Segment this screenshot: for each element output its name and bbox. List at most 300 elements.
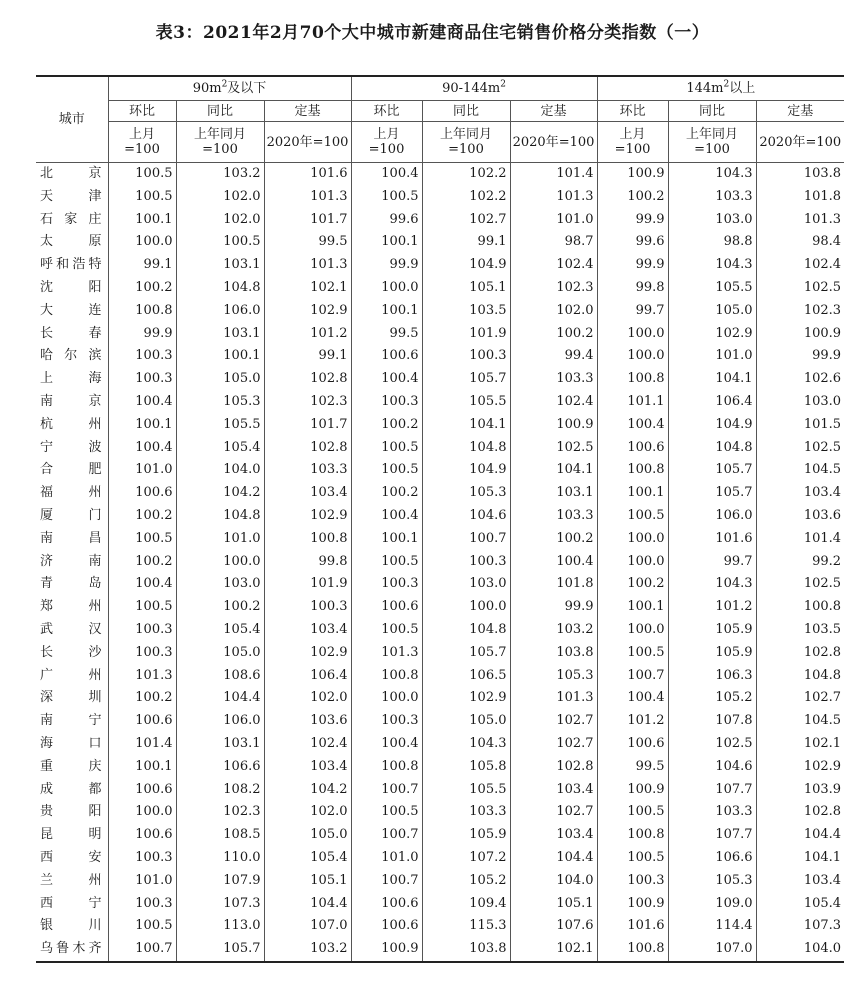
index-value-cell: 100.0: [422, 596, 510, 619]
index-value-cell: 100.7: [351, 870, 422, 893]
index-value-cell: 99.6: [597, 231, 668, 254]
index-value-cell: 105.1: [510, 893, 597, 916]
index-value-cell: 104.6: [668, 756, 756, 779]
index-value-cell: 100.3: [351, 710, 422, 733]
index-value-cell: 102.9: [264, 642, 351, 665]
index-value-cell: 102.7: [510, 710, 597, 733]
table-row: [36, 414, 844, 437]
table-row: [36, 573, 844, 596]
index-value-cell: 106.6: [668, 847, 756, 870]
index-value-cell: 101.5: [756, 414, 844, 437]
index-value-cell: 103.0: [422, 573, 510, 596]
index-value-cell: 101.4: [510, 163, 597, 186]
index-value-cell: 101.3: [510, 687, 597, 710]
city-cell: 西宁: [40, 895, 102, 911]
index-value-cell: 99.1: [108, 254, 176, 277]
index-value-cell: 104.1: [510, 459, 597, 482]
index-value-cell: 100.0: [597, 528, 668, 551]
index-value-cell: 103.4: [756, 482, 844, 505]
index-value-cell: 106.3: [668, 665, 756, 688]
index-value-cell: 107.0: [264, 915, 351, 938]
index-value-cell: 103.4: [510, 779, 597, 802]
city-cell: 南京: [40, 393, 102, 409]
subheader-fixed-base: 定基: [756, 101, 844, 122]
index-value-cell: 101.7: [264, 414, 351, 437]
index-value-cell: 100.2: [176, 596, 264, 619]
index-value-cell: 105.9: [668, 619, 756, 642]
subheader-mom: 环比: [597, 101, 668, 122]
table-row: [36, 665, 844, 688]
city-cell: 北京: [40, 166, 102, 181]
table-row: [36, 687, 844, 710]
index-value-cell: 104.8: [176, 277, 264, 300]
index-value-cell: 99.5: [351, 323, 422, 346]
index-value-cell: 105.0: [264, 824, 351, 847]
index-value-cell: 102.8: [264, 368, 351, 391]
index-value-cell: 103.3: [510, 368, 597, 391]
index-value-cell: 99.1: [264, 345, 351, 368]
index-value-cell: 103.6: [264, 710, 351, 733]
index-value-cell: 100.5: [351, 186, 422, 209]
index-value-cell: 105.1: [422, 277, 510, 300]
unit-fixed-base: 2020年=100: [510, 122, 597, 163]
index-value-cell: 100.6: [351, 345, 422, 368]
city-cell: 沈阳: [40, 279, 102, 295]
index-value-cell: 104.8: [422, 619, 510, 642]
index-value-cell: 104.9: [422, 254, 510, 277]
index-value-cell: 101.2: [668, 596, 756, 619]
index-value-cell: 103.3: [668, 186, 756, 209]
subheader-fixed-base: 定基: [510, 101, 597, 122]
index-value-cell: 102.0: [264, 687, 351, 710]
index-value-cell: 100.1: [597, 596, 668, 619]
index-value-cell: 105.3: [422, 482, 510, 505]
city-cell: 济南: [40, 553, 102, 569]
unit-fixed-base: 2020年=100: [756, 122, 844, 163]
index-value-cell: 100.3: [351, 391, 422, 414]
index-value-cell: 114.4: [668, 915, 756, 938]
index-value-cell: 103.5: [422, 300, 510, 323]
index-value-cell: 103.5: [756, 619, 844, 642]
index-value-cell: 115.3: [422, 915, 510, 938]
index-value-cell: 103.8: [510, 642, 597, 665]
index-value-cell: 102.4: [510, 391, 597, 414]
index-value-cell: 102.8: [264, 437, 351, 460]
index-value-cell: 105.7: [668, 482, 756, 505]
index-value-cell: 100.1: [351, 528, 422, 551]
index-value-cell: 100.7: [108, 938, 176, 962]
index-value-cell: 102.4: [756, 254, 844, 277]
index-value-cell: 99.6: [351, 209, 422, 232]
index-value-cell: 99.9: [756, 345, 844, 368]
subheader-yoy: 同比: [176, 101, 264, 122]
index-value-cell: 103.4: [510, 824, 597, 847]
index-value-cell: 102.9: [264, 300, 351, 323]
index-value-cell: 104.3: [668, 573, 756, 596]
table-row: [36, 300, 844, 323]
index-value-cell: 100.7: [422, 528, 510, 551]
table-row: [36, 779, 844, 802]
index-value-cell: 106.0: [176, 300, 264, 323]
index-value-cell: 103.3: [422, 801, 510, 824]
index-value-cell: 100.5: [597, 642, 668, 665]
index-value-cell: 100.1: [351, 231, 422, 254]
index-value-cell: 100.4: [510, 551, 597, 574]
index-value-cell: 99.7: [668, 551, 756, 574]
index-value-cell: 102.9: [668, 323, 756, 346]
index-value-cell: 100.5: [351, 459, 422, 482]
index-value-cell: 100.3: [108, 345, 176, 368]
index-value-cell: 100.5: [176, 231, 264, 254]
table-title: 表3：2021年2月70个大中城市新建商品住宅销售价格分类指数（一）: [155, 23, 710, 43]
index-value-cell: 100.1: [351, 300, 422, 323]
index-value-cell: 100.5: [108, 915, 176, 938]
subheader-mom: 环比: [351, 101, 422, 122]
index-value-cell: 104.8: [176, 505, 264, 528]
index-value-cell: 100.5: [108, 163, 176, 186]
index-value-cell: 100.5: [351, 437, 422, 460]
city-cell: 昆明: [40, 827, 102, 843]
index-value-cell: 105.9: [422, 824, 510, 847]
index-value-cell: 104.3: [668, 254, 756, 277]
index-value-cell: 99.9: [597, 209, 668, 232]
city-cell: 青岛: [40, 576, 102, 592]
table-row: [36, 277, 844, 300]
index-value-cell: 105.2: [422, 870, 510, 893]
index-value-cell: 99.9: [510, 596, 597, 619]
index-value-cell: 108.2: [176, 779, 264, 802]
index-value-cell: 100.0: [108, 231, 176, 254]
city-cell: 哈尔滨: [40, 348, 102, 364]
table-row: [36, 870, 844, 893]
index-value-cell: 100.3: [108, 893, 176, 916]
index-value-cell: 105.5: [176, 414, 264, 437]
index-value-cell: 105.4: [176, 437, 264, 460]
index-value-cell: 103.4: [264, 756, 351, 779]
index-value-cell: 104.3: [668, 163, 756, 186]
index-value-cell: 104.4: [176, 687, 264, 710]
index-value-cell: 100.4: [597, 687, 668, 710]
index-value-cell: 105.5: [668, 277, 756, 300]
index-value-cell: 106.6: [176, 756, 264, 779]
index-value-cell: 105.5: [422, 391, 510, 414]
index-value-cell: 101.0: [176, 528, 264, 551]
city-cell: 天津: [40, 188, 102, 204]
index-value-cell: 101.3: [351, 642, 422, 665]
index-value-cell: 100.6: [351, 915, 422, 938]
index-value-cell: 104.4: [264, 893, 351, 916]
index-value-cell: 100.3: [264, 596, 351, 619]
index-value-cell: 99.9: [597, 254, 668, 277]
index-value-cell: 100.2: [108, 505, 176, 528]
index-value-cell: 107.9: [176, 870, 264, 893]
index-value-cell: 103.0: [176, 573, 264, 596]
index-value-cell: 100.8: [351, 665, 422, 688]
table-row: [36, 551, 844, 574]
index-value-cell: 100.7: [351, 779, 422, 802]
city-cell: 兰州: [40, 872, 102, 888]
index-value-cell: 100.5: [351, 551, 422, 574]
index-value-cell: 101.9: [264, 573, 351, 596]
unit-mom: 上月 =100: [108, 122, 176, 163]
city-cell: 郑州: [40, 599, 102, 615]
index-value-cell: 100.4: [597, 414, 668, 437]
index-value-cell: 110.0: [176, 847, 264, 870]
index-value-cell: 100.0: [176, 551, 264, 574]
index-value-cell: 105.0: [668, 300, 756, 323]
header-row-units: [36, 122, 844, 163]
index-value-cell: 101.3: [510, 186, 597, 209]
index-value-cell: 104.2: [264, 779, 351, 802]
index-value-cell: 102.0: [176, 186, 264, 209]
index-value-cell: 100.4: [108, 391, 176, 414]
table-row: [36, 368, 844, 391]
index-value-cell: 100.4: [351, 163, 422, 186]
table-row: [36, 619, 844, 642]
index-value-cell: 105.1: [264, 870, 351, 893]
index-value-cell: 101.4: [756, 528, 844, 551]
index-value-cell: 104.8: [668, 437, 756, 460]
index-value-cell: 108.6: [176, 665, 264, 688]
table-row: [36, 710, 844, 733]
index-value-cell: 101.0: [668, 345, 756, 368]
index-value-cell: 103.1: [176, 323, 264, 346]
group-header-medium: $90-144m^2$: [351, 76, 597, 101]
table-row: [36, 323, 844, 346]
index-value-cell: 100.8: [264, 528, 351, 551]
index-value-cell: 100.7: [597, 665, 668, 688]
subheader-mom: 环比: [108, 101, 176, 122]
index-value-cell: 98.8: [668, 231, 756, 254]
index-value-cell: 101.3: [264, 254, 351, 277]
index-value-cell: 101.0: [351, 847, 422, 870]
index-value-cell: 104.2: [176, 482, 264, 505]
table-row: [36, 801, 844, 824]
city-cell: 呼和浩特: [40, 257, 102, 273]
index-value-cell: 102.7: [756, 687, 844, 710]
city-cell: 成都: [40, 781, 102, 797]
index-value-cell: 99.5: [264, 231, 351, 254]
index-value-cell: 104.4: [510, 847, 597, 870]
index-value-cell: 100.6: [108, 710, 176, 733]
index-value-cell: 100.8: [108, 300, 176, 323]
index-value-cell: 101.7: [264, 209, 351, 232]
index-value-cell: 102.8: [756, 801, 844, 824]
index-value-cell: 104.3: [422, 733, 510, 756]
table-row: [36, 209, 844, 232]
index-value-cell: 105.3: [510, 665, 597, 688]
index-value-cell: 102.3: [176, 801, 264, 824]
index-value-cell: 100.1: [108, 414, 176, 437]
index-value-cell: 100.5: [351, 619, 422, 642]
city-cell: 杭州: [40, 416, 102, 432]
index-value-cell: 100.4: [108, 573, 176, 596]
index-value-cell: 101.8: [756, 186, 844, 209]
index-value-cell: 100.9: [510, 414, 597, 437]
table-row: [36, 391, 844, 414]
table-row: [36, 437, 844, 460]
index-value-cell: 103.8: [756, 163, 844, 186]
index-value-cell: 100.6: [351, 893, 422, 916]
index-value-cell: 103.3: [668, 801, 756, 824]
index-value-cell: 103.6: [756, 505, 844, 528]
index-value-cell: 103.4: [756, 870, 844, 893]
index-value-cell: 100.5: [597, 505, 668, 528]
index-value-cell: 100.8: [597, 824, 668, 847]
unit-mom: 上月 =100: [351, 122, 422, 163]
price-index-table: [36, 75, 844, 963]
table-row: [36, 915, 844, 938]
index-value-cell: 105.2: [668, 687, 756, 710]
index-value-cell: 102.3: [264, 391, 351, 414]
index-value-cell: 99.2: [756, 551, 844, 574]
index-value-cell: 100.8: [756, 596, 844, 619]
index-value-cell: 100.6: [597, 733, 668, 756]
index-value-cell: 102.6: [756, 368, 844, 391]
table-row: [36, 756, 844, 779]
table-row: [36, 847, 844, 870]
city-cell: 合肥: [40, 462, 102, 478]
subheader-yoy: 同比: [668, 101, 756, 122]
unit-fixed-base: 2020年=100: [264, 122, 351, 163]
index-value-cell: 100.5: [108, 186, 176, 209]
index-value-cell: 102.1: [264, 277, 351, 300]
index-value-cell: 102.7: [510, 801, 597, 824]
index-value-cell: 100.0: [597, 345, 668, 368]
index-value-cell: 103.4: [264, 482, 351, 505]
index-value-cell: 106.4: [668, 391, 756, 414]
index-value-cell: 101.6: [668, 528, 756, 551]
table-row: [36, 893, 844, 916]
index-value-cell: 100.1: [108, 756, 176, 779]
index-value-cell: 103.9: [756, 779, 844, 802]
index-value-cell: 98.4: [756, 231, 844, 254]
index-value-cell: 105.7: [422, 368, 510, 391]
index-value-cell: 100.6: [108, 824, 176, 847]
index-value-cell: 104.0: [756, 938, 844, 962]
index-value-cell: 100.9: [351, 938, 422, 962]
city-cell: 乌鲁木齐: [36, 938, 108, 962]
index-value-cell: 104.8: [756, 665, 844, 688]
city-cell: 银川: [40, 918, 102, 934]
header-row-groups: [36, 76, 844, 101]
index-value-cell: 100.8: [351, 756, 422, 779]
index-value-cell: 102.9: [422, 687, 510, 710]
subheader-yoy: 同比: [422, 101, 510, 122]
index-value-cell: 105.4: [756, 893, 844, 916]
table-body: [36, 163, 844, 962]
index-value-cell: 102.0: [510, 300, 597, 323]
table-row: [36, 186, 844, 209]
index-value-cell: 101.0: [108, 459, 176, 482]
table-row: [36, 938, 844, 962]
index-value-cell: 108.5: [176, 824, 264, 847]
index-value-cell: 100.2: [510, 528, 597, 551]
index-value-cell: 106.0: [176, 710, 264, 733]
index-value-cell: 106.4: [264, 665, 351, 688]
table-row: [36, 733, 844, 756]
index-value-cell: 100.3: [108, 847, 176, 870]
index-value-cell: 104.5: [756, 710, 844, 733]
city-cell: 南宁: [40, 713, 102, 729]
index-value-cell: 109.0: [668, 893, 756, 916]
index-value-cell: 102.4: [510, 254, 597, 277]
index-value-cell: 109.4: [422, 893, 510, 916]
index-value-cell: 99.9: [351, 254, 422, 277]
group-header-large: $144m^2$以上: [597, 76, 844, 101]
index-value-cell: 102.1: [510, 938, 597, 962]
index-value-cell: 102.8: [510, 756, 597, 779]
city-cell: 深圳: [40, 690, 102, 706]
index-value-cell: 102.5: [756, 437, 844, 460]
index-value-cell: 105.3: [176, 391, 264, 414]
index-value-cell: 100.2: [108, 277, 176, 300]
index-value-cell: 100.9: [597, 163, 668, 186]
city-cell: 海口: [40, 735, 102, 751]
index-value-cell: 99.7: [597, 300, 668, 323]
index-value-cell: 103.3: [264, 459, 351, 482]
index-value-cell: 102.8: [756, 642, 844, 665]
index-value-cell: 100.3: [108, 368, 176, 391]
index-value-cell: 100.7: [351, 824, 422, 847]
index-value-cell: 100.6: [108, 779, 176, 802]
index-value-cell: 100.3: [597, 870, 668, 893]
index-value-cell: 103.3: [510, 505, 597, 528]
index-value-cell: 100.8: [597, 459, 668, 482]
index-value-cell: 102.3: [756, 300, 844, 323]
index-value-cell: 107.8: [668, 710, 756, 733]
index-value-cell: 99.8: [597, 277, 668, 300]
table-row: [36, 163, 844, 186]
index-value-cell: 105.7: [176, 938, 264, 962]
index-value-cell: 100.0: [351, 687, 422, 710]
index-value-cell: 100.3: [422, 551, 510, 574]
city-cell: 太原: [40, 234, 102, 250]
table-row: [36, 528, 844, 551]
city-cell: 长沙: [40, 644, 102, 660]
index-value-cell: 101.0: [510, 209, 597, 232]
index-value-cell: 99.5: [597, 756, 668, 779]
index-value-cell: 106.0: [668, 505, 756, 528]
index-value-cell: 100.2: [351, 482, 422, 505]
group-header-small: $90m^2$及以下: [108, 76, 351, 101]
index-value-cell: 100.0: [597, 619, 668, 642]
index-value-cell: 99.4: [510, 345, 597, 368]
index-value-cell: 107.6: [510, 915, 597, 938]
subheader-fixed-base: 定基: [264, 101, 351, 122]
table-row: [36, 345, 844, 368]
header-row-types: [36, 101, 844, 122]
index-value-cell: 107.3: [176, 893, 264, 916]
city-cell: 重庆: [40, 758, 102, 774]
index-value-cell: 102.1: [756, 733, 844, 756]
index-value-cell: 100.6: [108, 482, 176, 505]
index-value-cell: 102.5: [756, 573, 844, 596]
index-value-cell: 100.3: [108, 642, 176, 665]
table-row: [36, 824, 844, 847]
index-value-cell: 100.4: [351, 368, 422, 391]
index-value-cell: 105.0: [176, 368, 264, 391]
index-value-cell: 101.6: [264, 163, 351, 186]
table-row: [36, 505, 844, 528]
index-value-cell: 102.9: [756, 756, 844, 779]
city-cell: 大连: [40, 302, 102, 318]
index-value-cell: 100.4: [351, 505, 422, 528]
city-column-header: 城市: [36, 76, 108, 163]
index-value-cell: 100.9: [597, 893, 668, 916]
city-cell: 贵阳: [40, 804, 102, 820]
index-value-cell: 100.2: [108, 687, 176, 710]
